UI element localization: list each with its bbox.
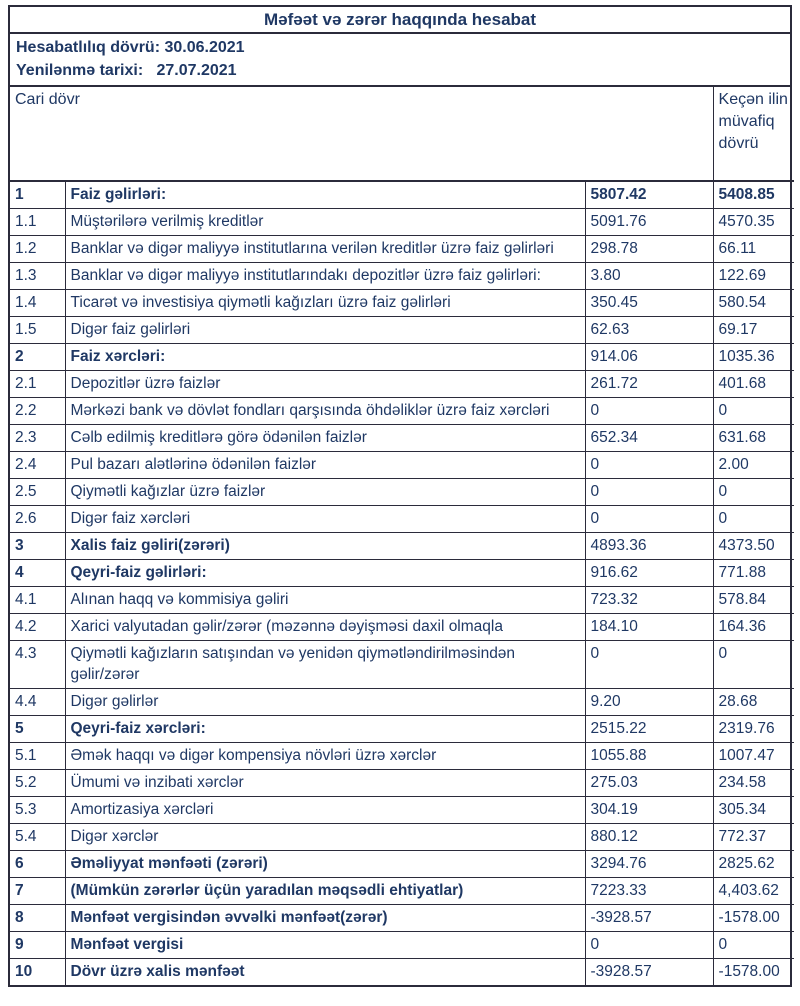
cell-num: 2.1 <box>10 371 65 398</box>
cell-current: 5807.42 <box>585 181 713 209</box>
cell-previous: 4570.35 <box>713 209 794 236</box>
table-header-row <box>10 87 794 181</box>
cell-label: Cəlb edilmiş kreditlərə görə ödənilən faizlər <box>65 425 585 452</box>
table-row <box>10 506 794 533</box>
table-row <box>10 371 794 398</box>
cell-current: -3928.57 <box>585 959 713 986</box>
cell-current: 184.10 <box>585 614 713 641</box>
table-row <box>10 209 794 236</box>
cell-num: 1 <box>10 181 65 209</box>
cell-current: 304.19 <box>585 797 713 824</box>
cell-num: 1.5 <box>10 317 65 344</box>
cell-previous: 0 <box>713 641 794 689</box>
cell-label: Qiymətli kağızlar üzrə faizlər <box>65 479 585 506</box>
cell-current: 914.06 <box>585 344 713 371</box>
cell-num: 4 <box>10 560 65 587</box>
cell-current: 880.12 <box>585 824 713 851</box>
cell-label: Banklar və digər maliyyə institutlarındakı depozitlər üzrə faiz gəlirləri: <box>65 263 585 290</box>
cell-previous: 578.84 <box>713 587 794 614</box>
cell-num: 2.6 <box>10 506 65 533</box>
cell-current: 4893.36 <box>585 533 713 560</box>
cell-label: Qeyri-faiz gəlirləri: <box>65 560 585 587</box>
cell-current: -3928.57 <box>585 905 713 932</box>
cell-previous: 5408.85 <box>713 181 794 209</box>
cell-current: 2515.22 <box>585 716 713 743</box>
cell-current: 9.20 <box>585 689 713 716</box>
cell-current: 298.78 <box>585 236 713 263</box>
report-table <box>10 87 794 985</box>
cell-label: Depozitlər üzrə faizlər <box>65 371 585 398</box>
cell-previous: 164.36 <box>713 614 794 641</box>
cell-previous: 305.34 <box>713 797 794 824</box>
table-row <box>10 479 794 506</box>
profit-loss-report <box>8 5 792 987</box>
cell-label: Əmək haqqı və digər kompensiya növləri üzrə xərclər <box>65 743 585 770</box>
cell-previous: -1578.00 <box>713 959 794 986</box>
report-title: Məfəət və zərər haqqında hesabat <box>10 7 790 34</box>
cell-num: 10 <box>10 959 65 986</box>
table-row <box>10 452 794 479</box>
cell-num: 3 <box>10 533 65 560</box>
cell-current: 0 <box>585 641 713 689</box>
table-row <box>10 905 794 932</box>
table-row <box>10 236 794 263</box>
cell-previous: 771.88 <box>713 560 794 587</box>
cell-previous: 69.17 <box>713 317 794 344</box>
cell-previous: 0 <box>713 932 794 959</box>
cell-current: 275.03 <box>585 770 713 797</box>
cell-current: 0 <box>585 479 713 506</box>
cell-current: 3.80 <box>585 263 713 290</box>
table-row <box>10 425 794 452</box>
table-row <box>10 263 794 290</box>
cell-num: 8 <box>10 905 65 932</box>
cell-previous: 4373.50 <box>713 533 794 560</box>
cell-label: Digər gəlirlər <box>65 689 585 716</box>
cell-current: 1055.88 <box>585 743 713 770</box>
update-date-line: Yenilənmə tarixi: 27.07.2021 <box>16 62 237 79</box>
table-row <box>10 716 794 743</box>
cell-num: 5.1 <box>10 743 65 770</box>
cell-label: Əməliyyat mənfəəti (zərəri) <box>65 851 585 878</box>
cell-label: Xarici valyutadan gəlir/zərər (məzənnə dəyişməsi daxil olmaqla <box>65 614 585 641</box>
cell-label: Mərkəzi bank və dövlət fondları qarşısında öhdəliklər üzrə faiz xərcləri <box>65 398 585 425</box>
cell-previous: 234.58 <box>713 770 794 797</box>
cell-num: 5.4 <box>10 824 65 851</box>
cell-current: 0 <box>585 932 713 959</box>
cell-previous: 631.68 <box>713 425 794 452</box>
cell-previous: 4,403.62 <box>713 878 794 905</box>
cell-num: 1.1 <box>10 209 65 236</box>
cell-current: 350.45 <box>585 290 713 317</box>
cell-num: 5.2 <box>10 770 65 797</box>
table-row <box>10 317 794 344</box>
cell-num: 9 <box>10 932 65 959</box>
cell-previous: 1007.47 <box>713 743 794 770</box>
cell-previous: 0 <box>713 479 794 506</box>
table-row <box>10 797 794 824</box>
cell-label: Xalis faiz gəliri(zərəri) <box>65 533 585 560</box>
cell-num: 6 <box>10 851 65 878</box>
table-row <box>10 932 794 959</box>
cell-current: 916.62 <box>585 560 713 587</box>
cell-label: (Mümkün zərərlər üçün yaradılan məqsədli ehtiyatlar) <box>65 878 585 905</box>
table-row <box>10 851 794 878</box>
cell-label: Banklar və digər maliyyə institutlarına verilən kreditlər üzrə faiz gəlirləri <box>65 236 585 263</box>
cell-current: 62.63 <box>585 317 713 344</box>
cell-previous: -1578.00 <box>713 905 794 932</box>
cell-current: 3294.76 <box>585 851 713 878</box>
cell-previous: 28.68 <box>713 689 794 716</box>
cell-previous: 401.68 <box>713 371 794 398</box>
cell-current: 5091.76 <box>585 209 713 236</box>
table-row <box>10 398 794 425</box>
table-row <box>10 878 794 905</box>
cell-previous: 2825.62 <box>713 851 794 878</box>
cell-label: Mənfəət vergisindən əvvəlki mənfəət(zərər) <box>65 905 585 932</box>
cell-previous: 772.37 <box>713 824 794 851</box>
cell-label: Qiymətli kağızların satışından və yenidən qiymətləndirilməsindən gəlir/zərər <box>65 641 585 689</box>
cell-current: 723.32 <box>585 587 713 614</box>
table-row <box>10 824 794 851</box>
cell-label: Amortizasiya xərcləri <box>65 797 585 824</box>
cell-current: 0 <box>585 506 713 533</box>
cell-label: Alınan haqq və kommisiya gəliri <box>65 587 585 614</box>
cell-label: Müştərilərə verilmiş kreditlər <box>65 209 585 236</box>
reporting-period-line: Hesabatlılıq dövrü: 30.06.2021 <box>16 39 245 56</box>
cell-label: Ticarət və investisiya qiymətli kağızları üzrə faiz gəlirləri <box>65 290 585 317</box>
table-row <box>10 533 794 560</box>
cell-previous: 0 <box>713 398 794 425</box>
cell-current: 0 <box>585 452 713 479</box>
cell-label: Faiz gəlirləri: <box>65 181 585 209</box>
cell-num: 2.4 <box>10 452 65 479</box>
cell-label: Faiz xərcləri: <box>65 344 585 371</box>
table-row <box>10 743 794 770</box>
cell-label: Dövr üzrə xalis mənfəət <box>65 959 585 986</box>
table-row <box>10 641 794 689</box>
cell-previous: 580.54 <box>713 290 794 317</box>
table-row <box>10 181 794 209</box>
cell-previous: 66.11 <box>713 236 794 263</box>
cell-num: 1.4 <box>10 290 65 317</box>
cell-num: 2.2 <box>10 398 65 425</box>
cell-previous: 0 <box>713 506 794 533</box>
table-row <box>10 560 794 587</box>
cell-num: 1.3 <box>10 263 65 290</box>
table-row <box>10 770 794 797</box>
cell-previous: 122.69 <box>713 263 794 290</box>
table-row <box>10 344 794 371</box>
cell-num: 4.2 <box>10 614 65 641</box>
cell-label: Mənfəət vergisi <box>65 932 585 959</box>
cell-current: 652.34 <box>585 425 713 452</box>
cell-num: 2 <box>10 344 65 371</box>
cell-num: 5 <box>10 716 65 743</box>
table-row <box>10 290 794 317</box>
cell-num: 2.5 <box>10 479 65 506</box>
cell-previous: 1035.36 <box>713 344 794 371</box>
cell-num: 4.4 <box>10 689 65 716</box>
table-row <box>10 587 794 614</box>
cell-current: 261.72 <box>585 371 713 398</box>
cell-label: Pul bazarı alətlərinə ödənilən faizlər <box>65 452 585 479</box>
cell-label: Digər xərclər <box>65 824 585 851</box>
cell-num: 4.3 <box>10 641 65 689</box>
table-row <box>10 614 794 641</box>
cell-label: Ümumi və inzibati xərclər <box>65 770 585 797</box>
cell-previous: 2319.76 <box>713 716 794 743</box>
cell-label: Digər faiz xərcləri <box>65 506 585 533</box>
cell-previous: 2.00 <box>713 452 794 479</box>
column-header-previous-period: Keçən ilin müvafiq dövrü <box>713 87 794 181</box>
report-meta <box>10 34 790 87</box>
cell-current: 0 <box>585 398 713 425</box>
table-row <box>10 959 794 986</box>
report-table-body <box>10 181 794 985</box>
cell-label: Digər faiz gəlirləri <box>65 317 585 344</box>
table-row <box>10 689 794 716</box>
cell-current: 7223.33 <box>585 878 713 905</box>
cell-num: 5.3 <box>10 797 65 824</box>
column-header-current-period: Cari dövr <box>10 87 713 181</box>
cell-label: Qeyri-faiz xərcləri: <box>65 716 585 743</box>
cell-num: 4.1 <box>10 587 65 614</box>
cell-num: 2.3 <box>10 425 65 452</box>
cell-num: 7 <box>10 878 65 905</box>
cell-num: 1.2 <box>10 236 65 263</box>
